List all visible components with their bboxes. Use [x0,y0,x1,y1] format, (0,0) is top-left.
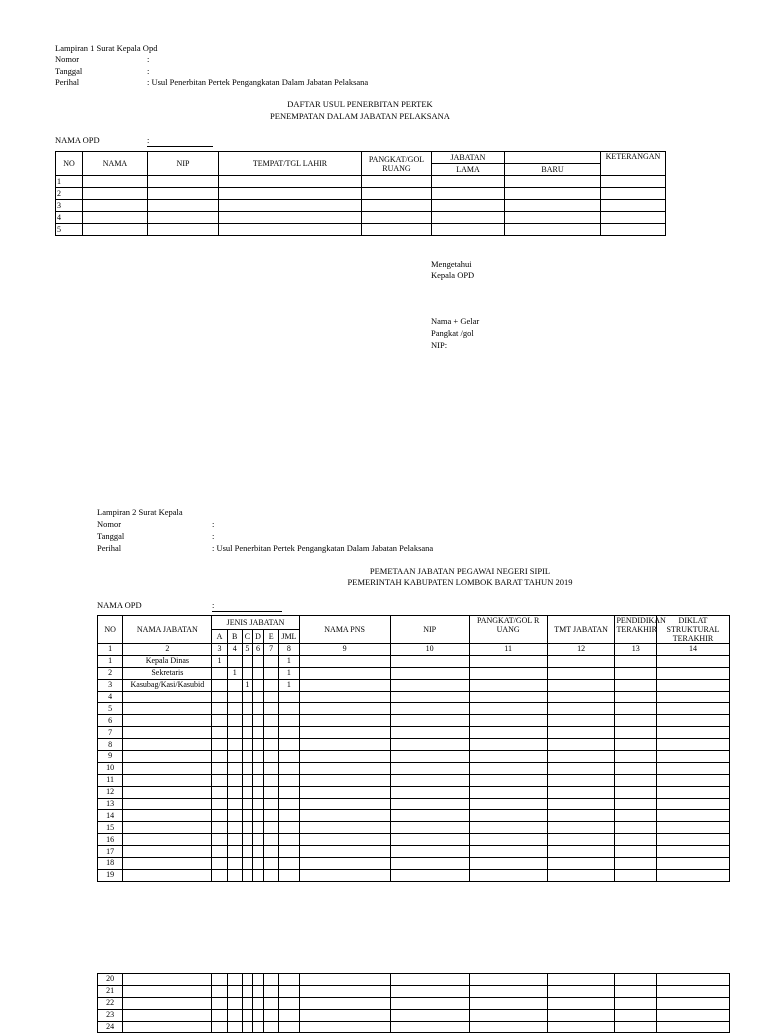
doc2-row-e [264,762,279,774]
table-row [56,200,666,212]
doc2-col-number: 8 [279,644,299,656]
doc2-row-b [227,691,242,703]
doc2-row-d [252,869,263,881]
doc2-row-c [242,751,252,763]
doc2-row-no: 21 [98,985,123,997]
doc1-meta-tanggal-value: : [147,66,150,76]
doc2-row-e [264,667,279,679]
doc2-row-b [227,727,242,739]
table-row [98,655,730,667]
doc2-col-number: 12 [547,644,615,656]
doc1-sign-mengetahui: Mengetahui [431,259,472,269]
doc1-row-no: 4 [56,212,83,224]
doc2-row-no: 9 [98,751,123,763]
doc2-row-e [264,715,279,727]
doc2-row-a: 1 [212,655,227,667]
doc2-table [97,615,730,882]
doc2-row-e [264,846,279,858]
doc2-row-b [227,751,242,763]
doc2-row-no: 5 [98,703,123,715]
doc2-row-b [227,715,242,727]
doc2-row-jml [279,798,299,810]
doc2-row-e [264,810,279,822]
doc2-row-jml [279,846,299,858]
doc2-row-no: 20 [98,974,123,986]
doc2-row-no: 10 [98,762,123,774]
table-row [56,224,666,236]
doc2-row-e [264,691,279,703]
doc2-row-e [264,751,279,763]
table-row [98,751,730,763]
doc2-col-number: 1 [98,644,123,656]
doc2-row-b [227,762,242,774]
doc2-meta-nomor-value: : [212,519,215,529]
doc1-opd-label: NAMA OPD [55,135,100,145]
doc2-row-jml [279,739,299,751]
doc2-row-a [212,691,227,703]
table-row [98,834,730,846]
doc2-row-c [242,774,252,786]
doc2-row-jabatan: Sekretaris [123,667,212,679]
doc2-row-no: 4 [98,691,123,703]
doc2-row-no: 24 [98,1021,123,1033]
doc2-row-c [242,786,252,798]
doc1-sign-pangkat: Pangkat /gol [431,328,474,338]
doc2-row-jml [279,715,299,727]
doc2-row-c [242,727,252,739]
doc2-row-d [252,667,263,679]
doc2-header-pendidikan: PENDIDIKAN TERAKHIR [615,616,657,644]
doc2-col-number: 3 [212,644,227,656]
doc1-row-no: 5 [56,224,83,236]
doc2-row-e [264,727,279,739]
doc2-row-jabatan [123,727,212,739]
doc2-row-c [242,858,252,870]
doc2-header-b: B [227,630,242,644]
doc2-row-d [252,739,263,751]
doc2-opd-label: NAMA OPD [97,600,142,610]
doc2-title-line2: PEMERINTAH KABUPATEN LOMBOK BARAT TAHUN 2019 [347,577,573,587]
doc2-header-diklat: DIKLAT STRUKTURAL TERAKHIR [657,616,730,644]
doc2-row-d [252,810,263,822]
doc2-row-jml: 1 [279,667,299,679]
doc2-row-a [212,715,227,727]
doc2-table-continued [97,973,730,1033]
doc2-row-jml: 1 [279,655,299,667]
doc2-row-jabatan [123,703,212,715]
doc2-row-d [252,786,263,798]
doc1-header-jabatan: JABATAN [432,152,505,164]
doc2-row-c [242,703,252,715]
doc2-row-e [264,834,279,846]
doc2-row-jabatan [123,774,212,786]
doc2-row-no: 3 [98,679,123,691]
doc2-row-no: 23 [98,1009,123,1021]
doc2-header-no: NO [98,616,123,644]
doc2-row-c [242,715,252,727]
doc2-row-jabatan [123,715,212,727]
doc2-row-e [264,786,279,798]
doc2-row-d [252,655,263,667]
doc2-row-no: 2 [98,667,123,679]
table-row [98,858,730,870]
doc2-row-no: 11 [98,774,123,786]
doc2-row-no: 6 [98,715,123,727]
table-row [98,974,730,986]
doc2-row-no: 15 [98,822,123,834]
doc2-meta-perihal-value: : Usul Penerbitan Pertek Pengangkatan Dalam Jabatan Pelaksana [212,543,434,553]
doc2-row-jml [279,786,299,798]
doc2-meta-perihal: Perihal [97,543,122,553]
table-row [98,774,730,786]
doc2-row-jml [279,822,299,834]
doc2-row-a [212,703,227,715]
doc2-row-no: 8 [98,739,123,751]
table-row [98,739,730,751]
doc2-row-no: 22 [98,997,123,1009]
doc2-row-b [227,798,242,810]
doc2-row-d [252,679,263,691]
doc2-meta-tanggal-value: : [212,531,215,541]
doc2-row-a [212,822,227,834]
doc2-col-number: 2 [123,644,212,656]
doc2-row-jml [279,810,299,822]
doc2-row-c [242,846,252,858]
doc2-row-c [242,869,252,881]
doc2-header-pangkat: PANGKAT/GOL R UANG [469,616,547,644]
doc2-row-b [227,822,242,834]
doc2-col-number: 9 [299,644,390,656]
doc2-row-a [212,834,227,846]
doc1-meta-nomor-value: : [147,54,150,64]
doc2-row-c [242,667,252,679]
doc2-row-d [252,751,263,763]
doc2-row-a [212,679,227,691]
doc2-row-c [242,691,252,703]
doc2-col-number: 14 [657,644,730,656]
doc2-row-d [252,774,263,786]
doc2-row-a [212,798,227,810]
doc2-header-jml: JML [279,630,299,644]
doc2-row-b [227,774,242,786]
table-row [56,188,666,200]
doc1-row-no: 2 [56,188,83,200]
doc2-row-no: 7 [98,727,123,739]
doc2-col-number: 5 [242,644,252,656]
doc2-col-number: 6 [252,644,263,656]
doc2-col-number: 10 [390,644,469,656]
doc2-row-a [212,810,227,822]
doc2-row-c [242,762,252,774]
doc1-header-blank [505,152,601,164]
doc2-row-b [227,739,242,751]
doc2-row-d [252,715,263,727]
doc2-row-c [242,834,252,846]
doc2-row-a [212,727,227,739]
doc2-row-a [212,667,227,679]
doc2-row-jabatan [123,822,212,834]
table-row [98,869,730,881]
doc2-row-no: 19 [98,869,123,881]
doc2-row-a [212,762,227,774]
doc2-meta-nomor: Nomor [97,519,122,529]
doc2-row-jml [279,691,299,703]
doc2-row-jabatan [123,810,212,822]
doc2-title-line1: PEMETAAN JABATAN PEGAWAI NEGERI SIPIL [369,566,551,576]
doc2-row-b [227,703,242,715]
doc2-row-e [264,822,279,834]
doc2-row-a [212,869,227,881]
doc2-row-e [264,739,279,751]
doc2-row-d [252,703,263,715]
table-row [98,997,730,1009]
doc2-row-jml: 1 [279,679,299,691]
doc2-header-nama-jabatan: NAMA JABATAN [123,616,212,644]
doc1-opd-value: : [147,135,213,147]
table-row [98,715,730,727]
doc2-row-b [227,869,242,881]
doc2-header-a: A [212,630,227,644]
doc2-row-e [264,774,279,786]
doc2-row-b [227,834,242,846]
table-row [98,703,730,715]
doc1-title-line1: DAFTAR USUL PENERBITAN PERTEK [287,99,433,109]
doc2-row-e [264,798,279,810]
doc2-col-number-row [98,644,730,656]
doc2-row-b [227,786,242,798]
doc2-row-e [264,869,279,881]
doc2-row-a [212,739,227,751]
doc1-row-no: 3 [56,200,83,212]
table-row [56,212,666,224]
doc2-row-d [252,858,263,870]
doc2-row-jabatan [123,786,212,798]
doc2-header-e: E [264,630,279,644]
doc2-row-no: 18 [98,858,123,870]
doc2-col-number: 7 [264,644,279,656]
table-row [98,727,730,739]
table-row [98,667,730,679]
doc2-row-jml [279,774,299,786]
doc1-header-no: NO [56,152,83,176]
doc2-row-no: 1 [98,655,123,667]
doc2-row-a [212,858,227,870]
doc1-header-keterangan: KETERANGAN [601,152,666,176]
doc2-row-d [252,727,263,739]
doc1-header-ttl: TEMPAT/TGL LAHIR [219,152,362,176]
doc2-row-d [252,834,263,846]
doc2-row-jabatan [123,834,212,846]
doc2-row-d [252,691,263,703]
doc2-row-c [242,739,252,751]
doc2-row-jabatan [123,691,212,703]
doc2-row-jabatan: Kepala Dinas [123,655,212,667]
doc1-sign-nama: Nama + Gelar [431,316,480,326]
table-row [98,786,730,798]
doc1-meta-tanggal: Tanggal [55,66,83,76]
doc1-sign-kepala: Kepala OPD [431,270,475,280]
doc2-opd-value: : [212,600,282,612]
doc2-row-b [227,679,242,691]
doc2-row-a [212,786,227,798]
doc1-meta-nomor: Nomor [55,54,80,64]
doc2-row-no: 12 [98,786,123,798]
doc2-meta-tanggal: Tanggal [97,531,125,541]
doc2-header-c: C [242,630,252,644]
doc2-row-a [212,846,227,858]
table-row [98,822,730,834]
doc2-row-b [227,655,242,667]
doc2-row-e [264,858,279,870]
doc2-row-jml [279,762,299,774]
table-row [98,985,730,997]
doc2-row-c [242,822,252,834]
table-row [98,762,730,774]
doc1-meta-lampiran: Lampiran 1 Surat Kepala Opd [55,43,158,53]
doc2-row-jml [279,834,299,846]
doc2-row-b [227,858,242,870]
doc2-row-c [242,810,252,822]
doc2-row-b [227,810,242,822]
doc2-row-no: 17 [98,846,123,858]
table-row [98,1009,730,1021]
doc1-header-nip: NIP [148,152,219,176]
doc2-row-c [242,798,252,810]
doc1-header-baru: BARU [505,164,601,176]
doc1-table [55,151,666,236]
table-row [56,176,666,188]
doc2-row-jml [279,869,299,881]
doc2-row-jabatan [123,751,212,763]
doc2-row-jabatan [123,869,212,881]
doc2-row-c: 1 [242,679,252,691]
doc2-row-jabatan: Kasubag/Kasi/Kasubid [123,679,212,691]
doc2-row-d [252,798,263,810]
doc2-row-jabatan [123,846,212,858]
doc2-meta-lampiran: Lampiran 2 Surat Kepala [97,507,183,517]
doc1-header-pangkat: PANGKAT/GOL RUANG [362,152,432,176]
doc2-row-d [252,762,263,774]
doc2-row-d [252,846,263,858]
doc2-row-e [264,679,279,691]
doc2-col-number: 11 [469,644,547,656]
doc2-col-number: 4 [227,644,242,656]
doc2-row-no: 14 [98,810,123,822]
doc2-header-jenis-jabatan: JENIS JABATAN [212,616,299,630]
table-row [98,810,730,822]
doc2-row-no: 13 [98,798,123,810]
doc2-row-a [212,774,227,786]
doc1-title-line2: PENEMPATAN DALAM JABATAN PELAKSANA [270,111,450,121]
doc1-sign-nip: NIP: [431,340,448,350]
doc2-row-a [212,751,227,763]
doc2-row-b: 1 [227,667,242,679]
doc1-header-lama: LAMA [432,164,505,176]
doc2-header-nip: NIP [390,616,469,644]
table-row [98,798,730,810]
doc2-row-d [252,822,263,834]
doc1-row-no: 1 [56,176,83,188]
doc2-header-d: D [252,630,263,644]
doc1-header-nama: NAMA [83,152,148,176]
doc2-row-jml [279,703,299,715]
doc2-row-no: 16 [98,834,123,846]
doc2-row-jabatan [123,798,212,810]
doc2-row-jabatan [123,739,212,751]
doc2-row-jabatan [123,762,212,774]
doc2-row-b [227,846,242,858]
table-row [98,679,730,691]
doc2-row-jabatan [123,858,212,870]
doc2-col-number: 13 [615,644,657,656]
table-row [98,846,730,858]
doc2-row-jml [279,751,299,763]
table-row [98,691,730,703]
doc2-row-c [242,655,252,667]
doc2-header-tmt: TMT JABATAN [547,616,615,644]
doc2-row-e [264,703,279,715]
table-row [98,1021,730,1033]
doc1-meta-perihal: Perihal [55,77,80,87]
doc1-meta-perihal-value: : Usul Penerbitan Pertek Pengangkatan Dalam Jabatan Pelaksana [147,77,369,87]
doc2-row-e [264,655,279,667]
doc2-header-nama-pns: NAMA PNS [299,616,390,644]
doc2-row-jml [279,727,299,739]
doc2-row-jml [279,858,299,870]
